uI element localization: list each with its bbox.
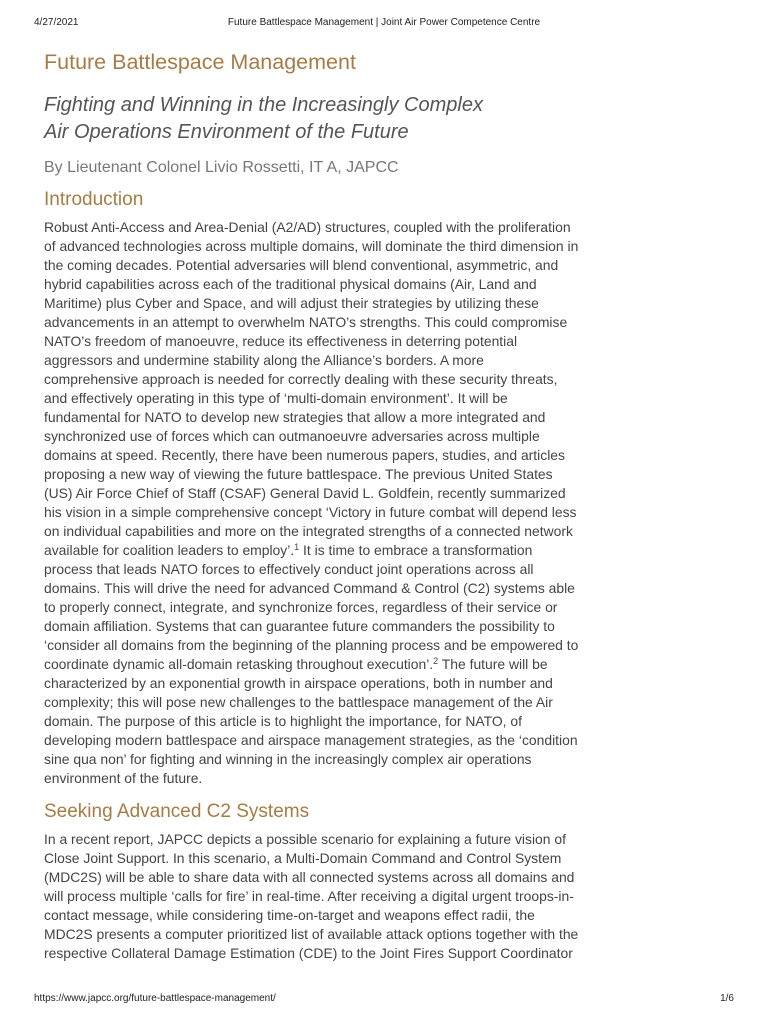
line-text: It is time to embrace a transformation — [299, 542, 533, 558]
introduction-paragraph — [44, 218, 654, 788]
line-text: fundamental for NATO to develop new strategies that allow a more integrated and — [44, 409, 546, 425]
line-text: complexity; this will pose new challenges to the battlespace management of the Air — [44, 694, 553, 710]
line-text: Robust Anti-Access and Area-Denial (A2/AD) structures, coupled with the proliferation — [44, 219, 571, 235]
line-text: ‘consider all domains from the beginning of the planning process and be empowered to — [44, 637, 579, 653]
line-text: coordinate dynamic all-domain retasking throughout execution’. — [44, 656, 434, 672]
line-text: advancements in an attempt to overwhelm NATO’s strengths. This could compromise — [44, 314, 568, 330]
text-line — [44, 579, 654, 598]
text-line — [44, 427, 654, 446]
text-line — [44, 218, 654, 237]
text-line — [44, 465, 654, 484]
line-text: of advanced technologies across multiple domains, will dominate the third dimension in — [44, 238, 579, 254]
line-text: The future will be — [438, 656, 548, 672]
line-text: on individual capabilities and more on the integrated strengths of a connected network — [44, 523, 573, 539]
print-footer — [34, 993, 734, 1007]
text-line — [44, 887, 654, 906]
line-text: comprehensive approach is needed for correctly dealing with these security threats, — [44, 371, 558, 387]
text-line — [44, 541, 654, 560]
text-line — [44, 484, 654, 503]
line-text: domain. The purpose of this article is to highlight the importance, for NATO, of — [44, 713, 522, 729]
line-text: available for coalition leaders to employ’. — [44, 542, 295, 558]
text-line — [44, 906, 654, 925]
subtitle-line: Fighting and Winning in the Increasingly Complex — [44, 94, 483, 116]
text-line — [44, 769, 654, 788]
text-line — [44, 868, 654, 887]
line-text: the coming decades. Potential adversaries will blend conventional, asymmetric, and — [44, 257, 559, 273]
text-line — [44, 275, 654, 294]
line-text: characterized by an exponential growth in airspace operations, both in number and — [44, 675, 553, 691]
text-line — [44, 731, 654, 750]
text-line — [44, 693, 654, 712]
text-line — [44, 446, 654, 465]
text-line — [44, 370, 654, 389]
print-date: 4/27/2021 — [34, 17, 79, 28]
line-text: process that leads NATO forces to effectively conduct joint operations across all — [44, 561, 534, 577]
print-url[interactable]: https://www.japcc.org/future-battlespace-management/ — [34, 993, 276, 1004]
text-line — [44, 750, 654, 769]
text-line — [44, 617, 654, 636]
line-text: MDC2S presents a computer prioritized list of available attack options together with the — [44, 926, 579, 942]
text-line — [44, 944, 654, 963]
text-line — [44, 408, 654, 427]
article — [44, 48, 654, 963]
text-line — [44, 925, 654, 944]
text-line — [44, 237, 654, 256]
line-text: domains. This will drive the need for advanced Command & Control (C2) systems able — [44, 580, 575, 596]
text-line — [44, 560, 654, 579]
line-text: Close Joint Support. In this scenario, a Multi-Domain Command and Control System — [44, 850, 562, 866]
seeking-c2-paragraph — [44, 830, 654, 963]
line-text: In a recent report, JAPCC depicts a possible scenario for explaining a future vision of — [44, 831, 566, 847]
text-line — [44, 598, 654, 617]
section-heading-introduction: Introduction — [44, 189, 144, 210]
line-text: to properly connect, integrate, and synchronize forces, regardless of their service or — [44, 599, 558, 615]
line-text: synchronized use of forces which can outmanoeuvre adversaries across multiple — [44, 428, 540, 444]
text-line — [44, 849, 654, 868]
text-line — [44, 256, 654, 275]
section-heading-seeking-c2: Seeking Advanced C2 Systems — [44, 801, 310, 822]
line-text: domains at speed. Recently, there have been numerous papers, studies, and articles — [44, 447, 565, 463]
text-line — [44, 712, 654, 731]
article-subtitle — [44, 92, 654, 146]
subtitle-line: Air Operations Environment of the Future — [44, 121, 409, 143]
line-text: proposing a new way of viewing the future battlespace. The previous United States — [44, 466, 553, 482]
line-text: sine qua non’ for fighting and winning in the increasingly complex air operations — [44, 751, 532, 767]
text-line — [44, 389, 654, 408]
text-line — [44, 351, 654, 370]
line-text: hybrid capabilities across each of the traditional physical domains (Air, Land and — [44, 276, 537, 292]
text-line — [44, 636, 654, 655]
text-line — [44, 313, 654, 332]
line-text: contact message, while considering time-on-target and weapons effect radii, the — [44, 907, 535, 923]
line-text: environment of the future. — [44, 770, 203, 786]
line-text: NATO’s freedom of manoeuvre, reduce its effectiveness in deterring potential — [44, 333, 518, 349]
text-line — [44, 655, 654, 674]
text-line — [44, 830, 654, 849]
footnote-marker[interactable]: 2 — [433, 656, 439, 666]
line-text: (US) Air Force Chief of Staff (CSAF) General David L. Goldfein, recently summarized — [44, 485, 566, 501]
line-text: respective Collateral Damage Estimation (CDE) to the Joint Fires Support Coordinator — [44, 945, 573, 961]
line-text: and effectively operating in this type of ‘multi-domain environment’. It will be — [44, 390, 508, 406]
text-line — [44, 522, 654, 541]
text-line — [44, 503, 654, 522]
text-line — [44, 294, 654, 313]
line-text: (MDC2S) will be able to share data with all connected systems across all domains and — [44, 869, 575, 885]
page-number: 1/6 — [720, 993, 734, 1004]
article-byline: By Lieutenant Colonel Livio Rossetti, IT A, JAPCC — [44, 159, 399, 176]
footnote-marker[interactable]: 1 — [294, 542, 300, 552]
line-text: developing modern battlespace and airspace management strategies, as the ‘condition — [44, 732, 578, 748]
article-title: Future Battlespace Management — [44, 50, 356, 74]
line-text: aggressors and undermine stability along the Alliance’s borders. A more — [44, 352, 484, 368]
print-page-title: Future Battlespace Management | Joint Air Power Competence Centre — [227, 17, 541, 28]
line-text: will process multiple ‘calls for fire’ in real-time. After receiving a digital urgent troops-in- — [44, 888, 574, 904]
line-text: Maritime) plus Cyber and Space, and will adjust their strategies by utilizing these — [44, 295, 539, 311]
text-line — [44, 332, 654, 351]
text-line — [44, 674, 654, 693]
line-text: his vision in a simple comprehensive concept ‘Victory in future combat will depend less — [44, 504, 577, 520]
print-header — [34, 17, 734, 31]
line-text: domain affiliation. Systems that can guarantee future commanders the possibility to — [44, 618, 555, 634]
